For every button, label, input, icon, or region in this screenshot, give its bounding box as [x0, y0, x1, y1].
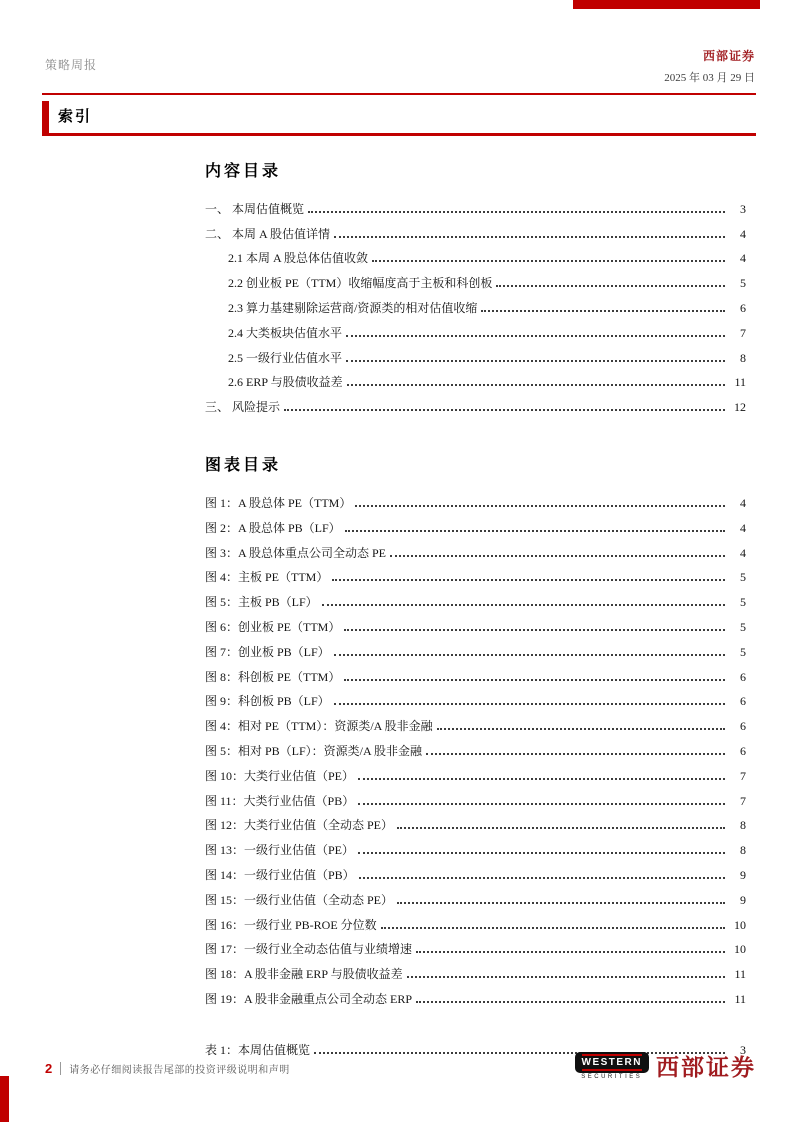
toc-item-page: 5	[740, 570, 746, 585]
toc-leader-dots	[437, 728, 725, 730]
toc-leader-dots	[358, 778, 725, 780]
toc-leader-dots	[390, 555, 725, 557]
logo-mark-icon	[575, 1052, 650, 1080]
toc-item-page: 3	[740, 201, 746, 216]
toc-item-page: 4	[740, 545, 746, 560]
toc-item[interactable]	[205, 588, 746, 613]
bottom-accent-bar	[0, 1076, 9, 1122]
toc-leader-dots	[359, 877, 725, 879]
toc-leader-dots	[308, 211, 725, 213]
toc-leader-dots	[346, 335, 725, 337]
toc-item-label: 图 14：一级行业估值（PB）	[205, 867, 355, 882]
toc-item[interactable]	[205, 688, 746, 713]
logo-cn-text: 西部证券	[656, 1055, 756, 1080]
logo-box	[575, 1052, 650, 1073]
toc-item[interactable]	[205, 663, 746, 688]
toc-item-page: 11	[734, 991, 746, 1006]
toc-item[interactable]	[205, 886, 746, 911]
contents-heading: 内容目录	[205, 163, 282, 180]
toc-leader-dots	[334, 703, 725, 705]
logo-en-text: WESTERN	[582, 1054, 643, 1071]
top-accent-bar	[573, 0, 760, 9]
figures-heading: 图表目录	[205, 457, 282, 475]
toc-item[interactable]	[205, 787, 746, 812]
toc-leader-dots	[358, 852, 725, 854]
toc-item[interactable]	[205, 613, 746, 638]
toc-leader-dots	[322, 604, 725, 606]
toc-item[interactable]	[205, 269, 746, 294]
footer-disclaimer: 请务必仔细阅读报告尾部的投资评级说明和声明	[69, 1065, 290, 1076]
index-title: 索引	[58, 109, 93, 125]
toc-item[interactable]	[205, 319, 746, 344]
toc-item-page: 4	[740, 251, 746, 266]
toc-item[interactable]	[205, 369, 746, 394]
toc-leader-dots	[381, 927, 725, 929]
toc-item[interactable]	[205, 936, 746, 961]
footer-divider	[60, 1062, 61, 1075]
toc-item-page: 10	[734, 917, 746, 932]
toc-leader-dots	[416, 1001, 725, 1003]
report-type-label: 策略周报	[45, 58, 98, 72]
toc-item-label: 图 2：A 股总体 PB（LF）	[205, 520, 341, 535]
toc-item-page: 5	[740, 644, 746, 659]
toc-item-label: 图 5：主板 PB（LF）	[205, 595, 318, 610]
toc-item-page: 6	[740, 694, 746, 709]
toc-item-label: 图 6：创业板 PE（TTM）	[205, 619, 341, 634]
toc-leader-dots	[426, 753, 725, 755]
report-date: 2025 年 03 月 29 日	[664, 72, 755, 84]
logo-en-subtext: SECURITIES	[581, 1073, 643, 1080]
toc-item-label: 三、 风险提示	[205, 400, 281, 415]
toc-item-label: 图 5：相对 PB（LF）：资源类/A 股非金融	[205, 743, 423, 758]
toc-item-label: 图 16：一级行业 PB-ROE 分位数	[205, 917, 377, 932]
toc-item-label: 图 19：A 股非金融重点公司全动态 ERP	[205, 991, 413, 1006]
toc-item-page: 5	[740, 619, 746, 634]
toc-item-page: 10	[734, 942, 746, 957]
toc-item-page: 5	[740, 595, 746, 610]
toc-leader-dots	[334, 236, 725, 238]
toc-item-label: 2.4 大类板块估值水平	[228, 325, 343, 340]
toc-item-page: 6	[740, 300, 746, 315]
toc-item-page: 4	[740, 520, 746, 535]
toc-leader-dots	[334, 654, 725, 656]
footer-page-number: 2	[45, 1061, 53, 1076]
toc-leader-dots	[481, 310, 725, 312]
toc-item-page: 7	[740, 768, 746, 783]
toc-leader-dots	[397, 902, 725, 904]
index-underline	[42, 133, 756, 136]
toc-item[interactable]	[205, 836, 746, 861]
toc-item-label: 2.3 算力基建剔除运营商/资源类的相对估值收缩	[228, 300, 478, 315]
toc-leader-dots	[344, 629, 725, 631]
toc-leader-dots	[358, 803, 725, 805]
toc-item-label: 图 4：相对 PE（TTM）：资源类/A 股非金融	[205, 719, 433, 734]
footer	[45, 1061, 290, 1076]
toc-item-page: 7	[740, 325, 746, 340]
toc-item-label: 2.6 ERP 与股债收益差	[228, 375, 343, 390]
index-section-header	[42, 101, 756, 136]
toc-item[interactable]	[205, 911, 746, 936]
toc-item[interactable]	[205, 737, 746, 762]
toc-item-label: 一、 本周估值概览	[205, 201, 305, 216]
toc-item-page: 11	[734, 375, 746, 390]
toc-item-page: 6	[740, 669, 746, 684]
toc-item-page: 3	[740, 1042, 746, 1057]
toc-item[interactable]	[205, 344, 746, 369]
toc-item-label: 图 3：A 股总体重点公司全动态 PE	[205, 545, 387, 560]
toc-item[interactable]	[205, 245, 746, 270]
toc-leader-dots	[372, 260, 725, 262]
toc-item-label: 图 7：创业板 PB（LF）	[205, 644, 330, 659]
header-right	[664, 47, 755, 85]
toc-item[interactable]	[205, 514, 746, 539]
toc-leader-dots	[284, 409, 725, 411]
toc-content	[205, 158, 746, 1061]
toc-item-page: 6	[740, 719, 746, 734]
toc-item-page: 9	[740, 867, 746, 882]
toc-item-label: 图 9：科创板 PB（LF）	[205, 694, 330, 709]
toc-item[interactable]	[205, 812, 746, 837]
toc-leader-dots	[397, 827, 725, 829]
toc-item[interactable]	[205, 489, 746, 514]
toc-item[interactable]	[205, 712, 746, 737]
toc-item[interactable]	[205, 960, 746, 985]
toc-leader-dots	[346, 360, 725, 362]
toc-item-page: 11	[734, 967, 746, 982]
toc-item[interactable]	[205, 762, 746, 787]
toc-item-label: 2.1 本周 A 股总体估值收敛	[228, 251, 369, 266]
toc-item[interactable]	[205, 393, 746, 418]
toc-item-page: 9	[740, 892, 746, 907]
toc-item[interactable]	[205, 294, 746, 319]
toc-item-label: 图 1：A 股总体 PE（TTM）	[205, 495, 352, 510]
toc-item-label: 图 8：科创板 PE（TTM）	[205, 669, 341, 684]
toc-item-page: 12	[734, 400, 746, 415]
toc-item[interactable]	[205, 539, 746, 564]
toc-item-page: 7	[740, 793, 746, 808]
toc-leader-dots	[347, 384, 725, 386]
index-accent-bar	[42, 101, 49, 133]
toc-item-label: 图 15：一级行业估值（全动态 PE）	[205, 892, 394, 907]
toc-item-page: 8	[740, 350, 746, 365]
toc-item-label: 图 17：一级行业全动态估值与业绩增速	[205, 942, 413, 957]
toc-item-label: 表 1：本周估值概览	[205, 1042, 311, 1057]
toc-item-label: 图 18：A 股非金融 ERP 与股债收益差	[205, 967, 403, 982]
toc-item[interactable]	[205, 985, 746, 1010]
toc-item-label: 2.2 创业板 PE（TTM）收缩幅度高于主板和科创板	[228, 276, 493, 291]
toc-item-page: 8	[740, 843, 746, 858]
toc-item[interactable]	[205, 220, 746, 245]
header-rule	[42, 93, 756, 95]
toc-leader-dots	[345, 530, 725, 532]
toc-item-label: 二、 本周 A 股估值详情	[205, 226, 331, 241]
toc-item-label: 图 12：大类行业估值（全动态 PE）	[205, 818, 394, 833]
toc-item-label: 图 11：大类行业估值（PB）	[205, 793, 355, 808]
toc-item[interactable]	[205, 564, 746, 589]
toc-item-page: 4	[740, 226, 746, 241]
toc-leader-dots	[332, 579, 725, 581]
toc-leader-dots	[416, 951, 725, 953]
toc-item-label: 图 13：一级行业估值（PE）	[205, 843, 355, 858]
figures-list	[205, 489, 746, 1010]
brand-name: 西部证券	[702, 49, 755, 63]
toc-item-page: 8	[740, 818, 746, 833]
toc-item[interactable]	[205, 195, 746, 220]
western-securities-logo	[575, 1049, 757, 1082]
toc-leader-dots	[344, 679, 725, 681]
toc-item-page: 6	[740, 743, 746, 758]
toc-leader-dots	[407, 976, 725, 978]
toc-item[interactable]	[205, 861, 746, 886]
toc-item-page: 4	[740, 495, 746, 510]
toc-leader-dots	[496, 285, 725, 287]
toc-item-page: 5	[740, 276, 746, 291]
toc-item-label: 2.5 一级行业估值水平	[228, 350, 343, 365]
toc-item-label: 图 4：主板 PE（TTM）	[205, 570, 329, 585]
toc-item[interactable]	[205, 638, 746, 663]
toc-item-label: 图 10：大类行业估值（PE）	[205, 768, 355, 783]
toc-leader-dots	[355, 505, 725, 507]
contents-list	[205, 195, 746, 418]
